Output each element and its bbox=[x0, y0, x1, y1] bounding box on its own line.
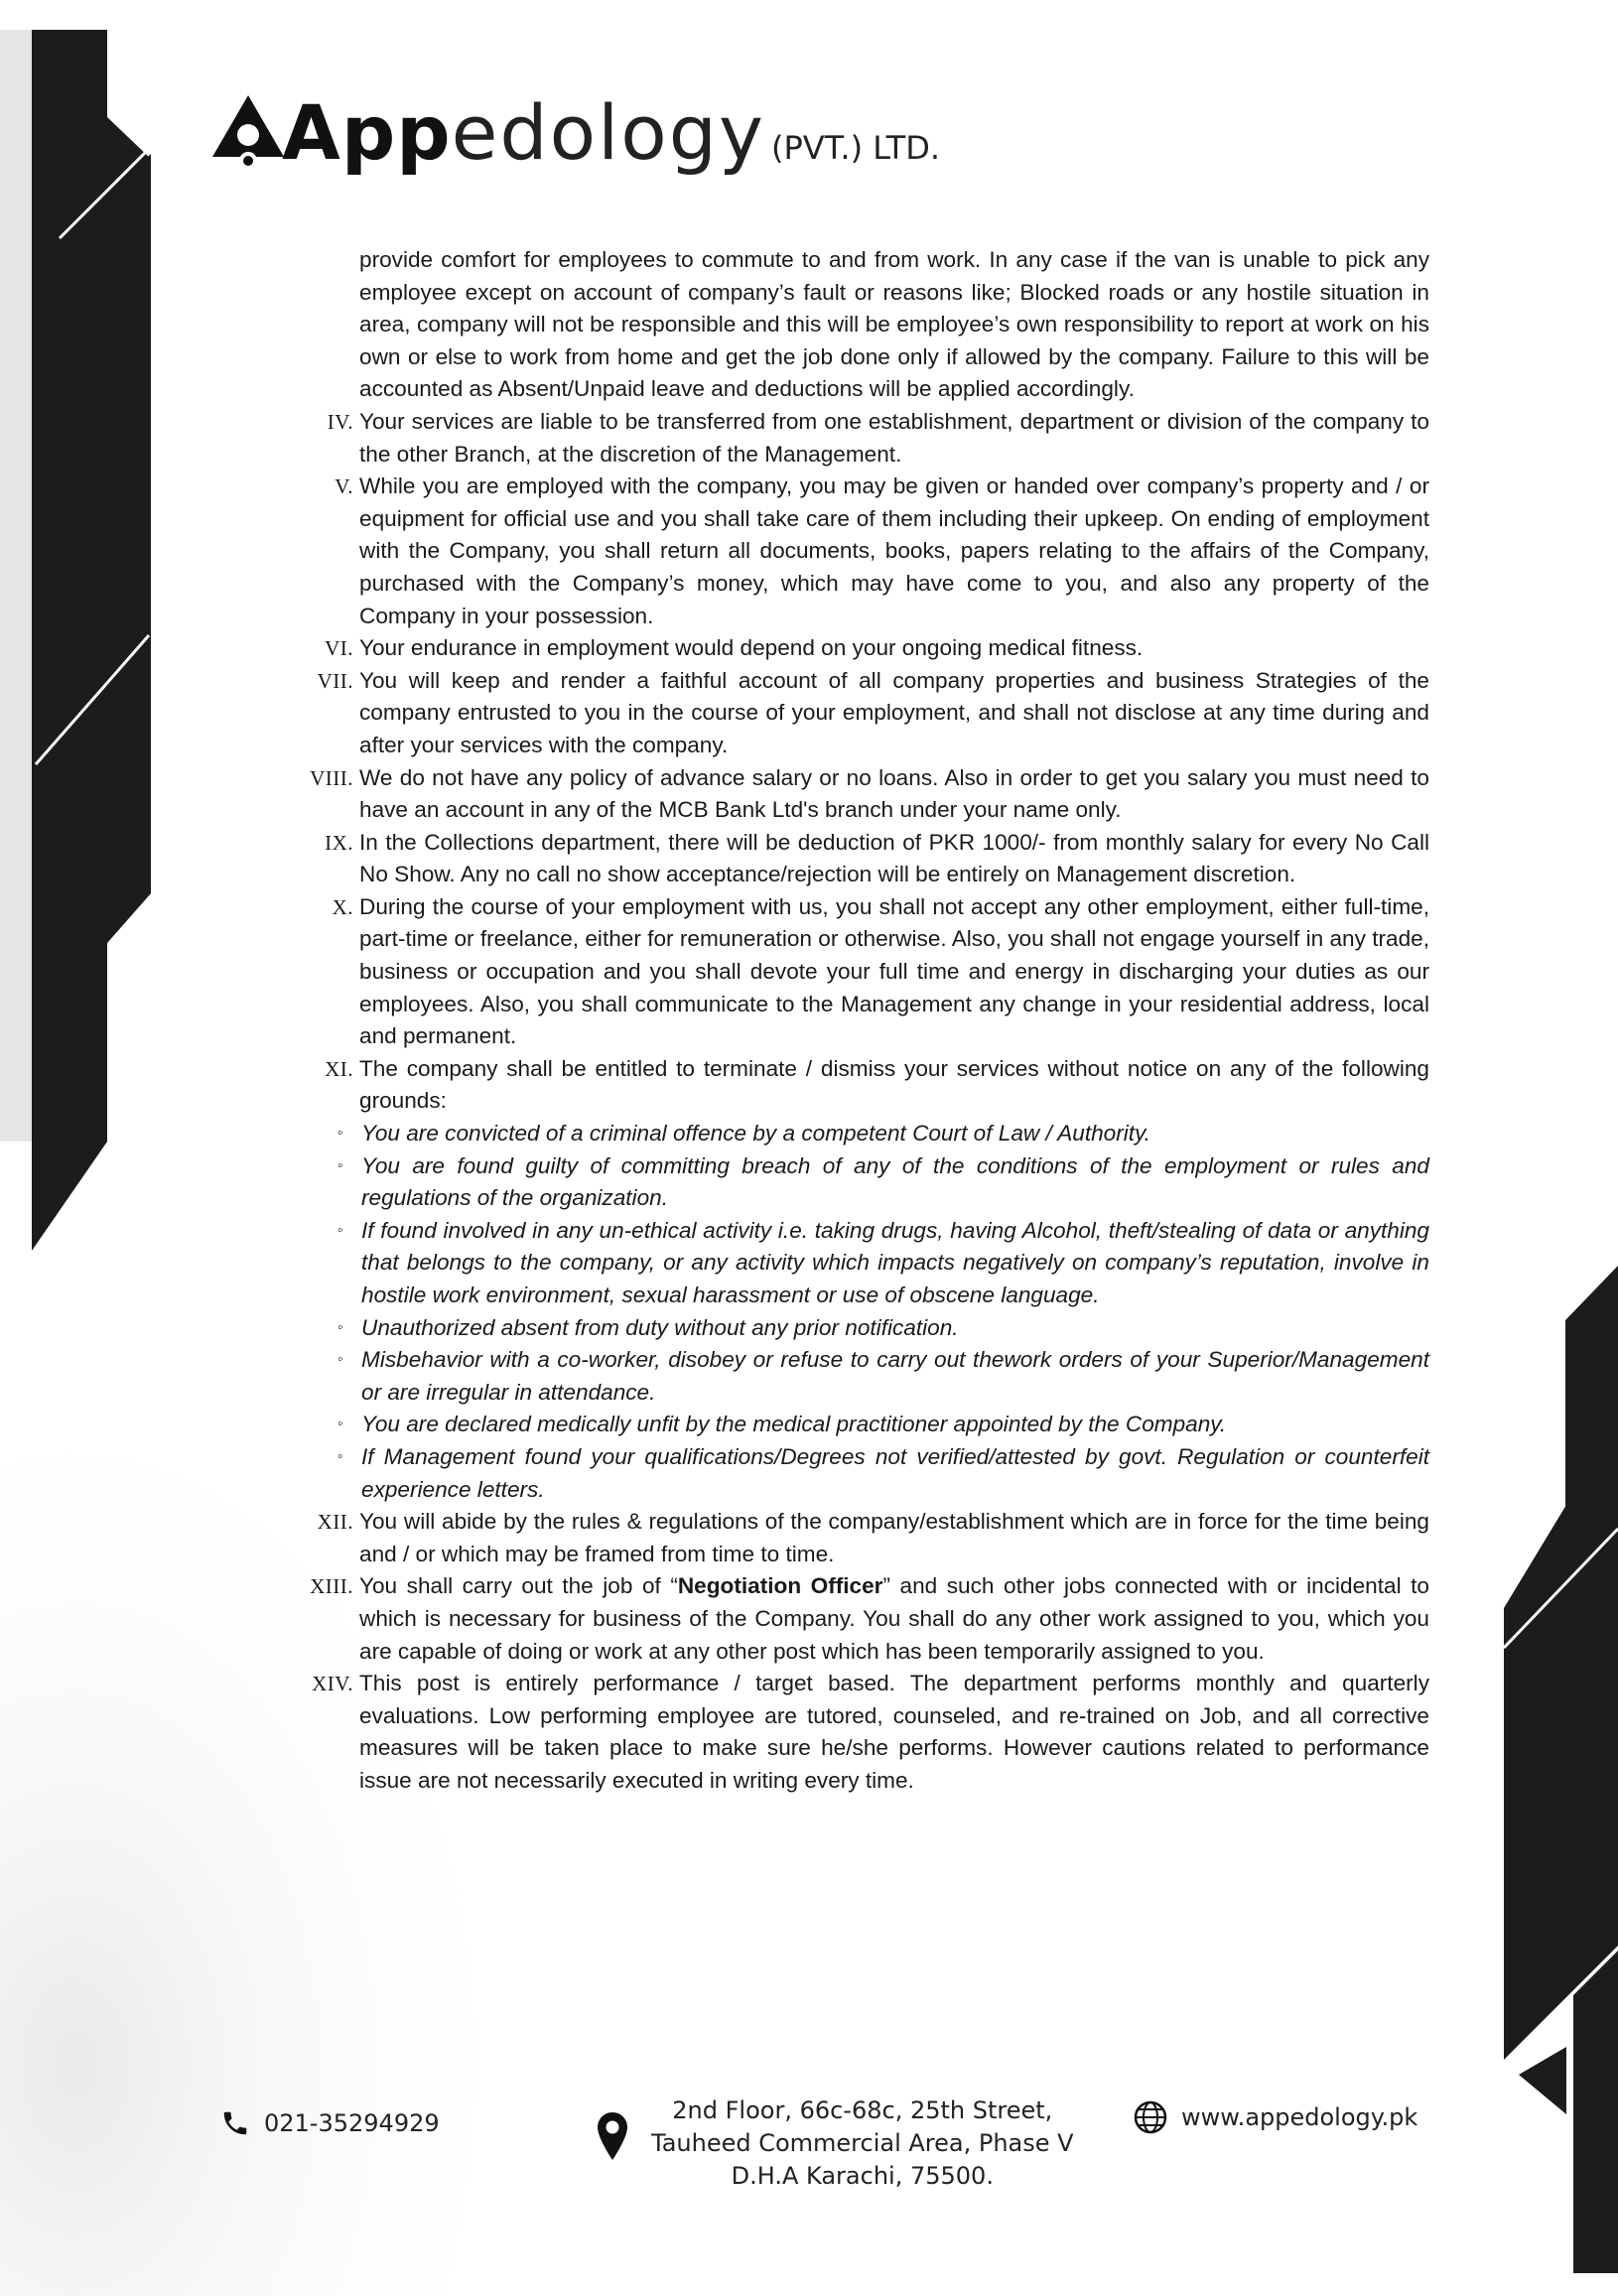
clause-text: We do not have any policy of advance salary or no loans. Also in order to get you salary you must need to have an account in any of the MCB Bank Ltd's branch under your name only. bbox=[359, 764, 1429, 823]
clause-item bbox=[268, 471, 1429, 632]
address-line-2: Tauheed Commercial Area, Phase V bbox=[651, 2129, 1074, 2157]
address-line-3: D.H.A Karachi, 75500. bbox=[731, 2162, 994, 2190]
bullet-icon: ◦ bbox=[337, 1447, 343, 1465]
clause-item bbox=[268, 632, 1429, 665]
clause-text: The company shall be entitled to terminate / dismiss your services without notice on any of the following grounds: bbox=[359, 1055, 1429, 1114]
clause-item bbox=[268, 665, 1429, 762]
document-body bbox=[268, 244, 1429, 1798]
clause-number: XII. bbox=[317, 1510, 353, 1535]
termination-grounds-list bbox=[268, 1118, 1429, 1506]
phone-icon bbox=[220, 2108, 250, 2138]
clause-item bbox=[268, 827, 1429, 891]
clause-text: Your services are liable to be transferred from one establishment, department or division of the company to the other Branch, at the discretion of the Management. bbox=[359, 408, 1429, 467]
ground-item bbox=[337, 1215, 1429, 1312]
bullet-icon: ◦ bbox=[337, 1156, 343, 1174]
ground-item bbox=[337, 1441, 1429, 1506]
clause-number: IV. bbox=[327, 409, 353, 434]
clause-number: VII. bbox=[317, 668, 353, 693]
bullet-icon: ◦ bbox=[337, 1351, 343, 1369]
clause-text: During the course of your employment with us, you shall not accept any other employment, either full-time, part-time or freelance, either for remuneration or otherwise. Also, you shall not engage yourself in any trade, business or occupation and you shall devote your full time and energy in discharging your duties as our employees. Also, you shall communicate to the Management any change in your residential address, local and permanent. bbox=[359, 893, 1429, 1049]
bullet-icon: ◦ bbox=[337, 1318, 343, 1336]
job-title: Negotiation Officer bbox=[677, 1573, 883, 1599]
ground-text: If Management found your qualifications/Degrees not verified/attested by govt. Regulation or counterfeit experience letters. bbox=[361, 1443, 1429, 1502]
clause-number: XI. bbox=[325, 1056, 353, 1081]
logo-suffix: (PVT.) LTD. bbox=[770, 129, 940, 167]
clause-text: Your endurance in employment would depend on your ongoing medical fitness. bbox=[359, 635, 1144, 661]
website-link[interactable]: www.appedology.pk bbox=[1181, 2103, 1418, 2131]
ground-item bbox=[337, 1312, 1429, 1345]
address-line-1: 2nd Floor, 66c-68c, 25th Street, bbox=[672, 2096, 1053, 2124]
bullet-icon: ◦ bbox=[337, 1416, 343, 1433]
clause-number: XIV. bbox=[312, 1672, 353, 1696]
clause-text: In the Collections department, there will be deduction of PKR 1000/- from monthly salary for every No Call No Show. Any no call no show acceptance/rejection will be entirely on Management discretion. bbox=[359, 829, 1429, 887]
clause-number: VIII. bbox=[310, 765, 353, 790]
globe-icon bbox=[1134, 2100, 1167, 2134]
clause-item bbox=[268, 1570, 1429, 1668]
ground-item bbox=[337, 1150, 1429, 1215]
clause-text-part: ” and such other jobs connected with or incidental to which is necessary for business of the Company. You shall do any other work assigned to you, which you are capable of doing or work at any other post which has been temporarily assigned to you. bbox=[359, 1573, 1429, 1664]
intro-paragraph: provide comfort for employees to commute to and from work. In any case if the van is unable to pick any employee except on account of company’s fault or reasons like; Blocked roads or any hostile situation in area, company will not be responsible and this will be employee’s own responsibility to report at work on his own or else to work from home and get the job done only if allowed by the company. Failure to this will be accounted as Absent/Unpaid leave and deductions will be applied accordingly. bbox=[359, 247, 1429, 402]
clause-item bbox=[268, 1053, 1429, 1118]
clause-item bbox=[268, 1668, 1429, 1797]
clause-number: VI. bbox=[325, 636, 353, 661]
clause-text: While you are employed with the company, you may be given or handed over company’s property and / or equipment for official use and you shall take care of them including their upkeep. On ending of employment with the Company, you shall return all documents, books, papers relating to the affairs of the Company, purchased with the Company’s money, which may have come to you, and also any property of the Company in your possession. bbox=[359, 473, 1429, 628]
clause-item bbox=[268, 1506, 1429, 1570]
ground-item bbox=[337, 1409, 1429, 1441]
clause-number: XIII. bbox=[310, 1574, 353, 1599]
clause-number: V. bbox=[335, 474, 353, 499]
clause-list bbox=[268, 406, 1429, 1118]
phone-number: 021-35294929 bbox=[264, 2109, 440, 2137]
location-pin-icon bbox=[596, 2110, 629, 2164]
clause-number: IX. bbox=[325, 830, 353, 855]
logo-text-light: edology bbox=[451, 88, 765, 177]
clause-number: X. bbox=[332, 894, 353, 919]
ground-text: Unauthorized absent from duty without any prior notification. bbox=[361, 1314, 959, 1340]
ground-text: Misbehavior with a co-worker, disobey or refuse to carry out thework orders of your Superior/Management or are irregular in attendance. bbox=[361, 1347, 1429, 1405]
right-shape-bottom bbox=[1573, 1951, 1618, 2273]
logo-a-icon bbox=[208, 91, 288, 171]
clause-item bbox=[268, 762, 1429, 827]
left-band-shape bbox=[32, 30, 107, 1251]
footer-website bbox=[1134, 2100, 1417, 2134]
clause-text-part: You shall carry out the job of “ bbox=[359, 1573, 678, 1599]
bullet-icon: ◦ bbox=[337, 1125, 343, 1143]
clause-list-continued bbox=[268, 1506, 1429, 1797]
ground-item bbox=[337, 1344, 1429, 1409]
clause-text: This post is entirely performance / target based. The department performs monthly and quarterly evaluations. Low performing employee are tutored, counseled, and re-trained on Job, and all corrective measures will be taken place to make sure he/she performs. However cautions related to performance issue are not necessarily executed in writing every time. bbox=[359, 1671, 1429, 1793]
clause-item bbox=[268, 891, 1429, 1053]
right-shape-mid bbox=[1504, 1419, 1618, 2060]
bullet-icon: ◦ bbox=[337, 1221, 343, 1239]
footer-address bbox=[596, 2094, 1074, 2193]
clause-text: You will abide by the rules & regulations of the company/establishment which are in force for the time being and / or which may be framed from time to time. bbox=[359, 1509, 1429, 1566]
clause-item bbox=[268, 406, 1429, 471]
ground-text: You are convicted of a criminal offence by a competent Court of Law / Authority. bbox=[361, 1121, 1150, 1147]
ground-text: You are found guilty of committing breach of any of the conditions of the employment or rules and regulations of the organization. bbox=[361, 1152, 1429, 1211]
company-logo bbox=[208, 88, 940, 177]
ground-item bbox=[337, 1118, 1429, 1150]
footer-phone bbox=[220, 2108, 440, 2138]
ground-text: If found involved in any un-ethical activity i.e. taking drugs, having Alcohol, theft/stealing of data or anything that belongs to the company, or any activity which impacts negatively on company’s reputation, involve in hostile work environment, sexual harassment or use of obscene language. bbox=[361, 1217, 1429, 1307]
clause-text: You will keep and render a faithful account of all company properties and business Strategies of the company entrusted to you in the course of your employment, and shall not disclose at any time during and after your services with the company. bbox=[359, 667, 1429, 757]
clause-text bbox=[359, 1570, 1429, 1668]
logo-text-bold: App bbox=[282, 88, 452, 177]
ground-text: You are declared medically unfit by the medical practitioner appointed by the Company. bbox=[361, 1412, 1227, 1437]
